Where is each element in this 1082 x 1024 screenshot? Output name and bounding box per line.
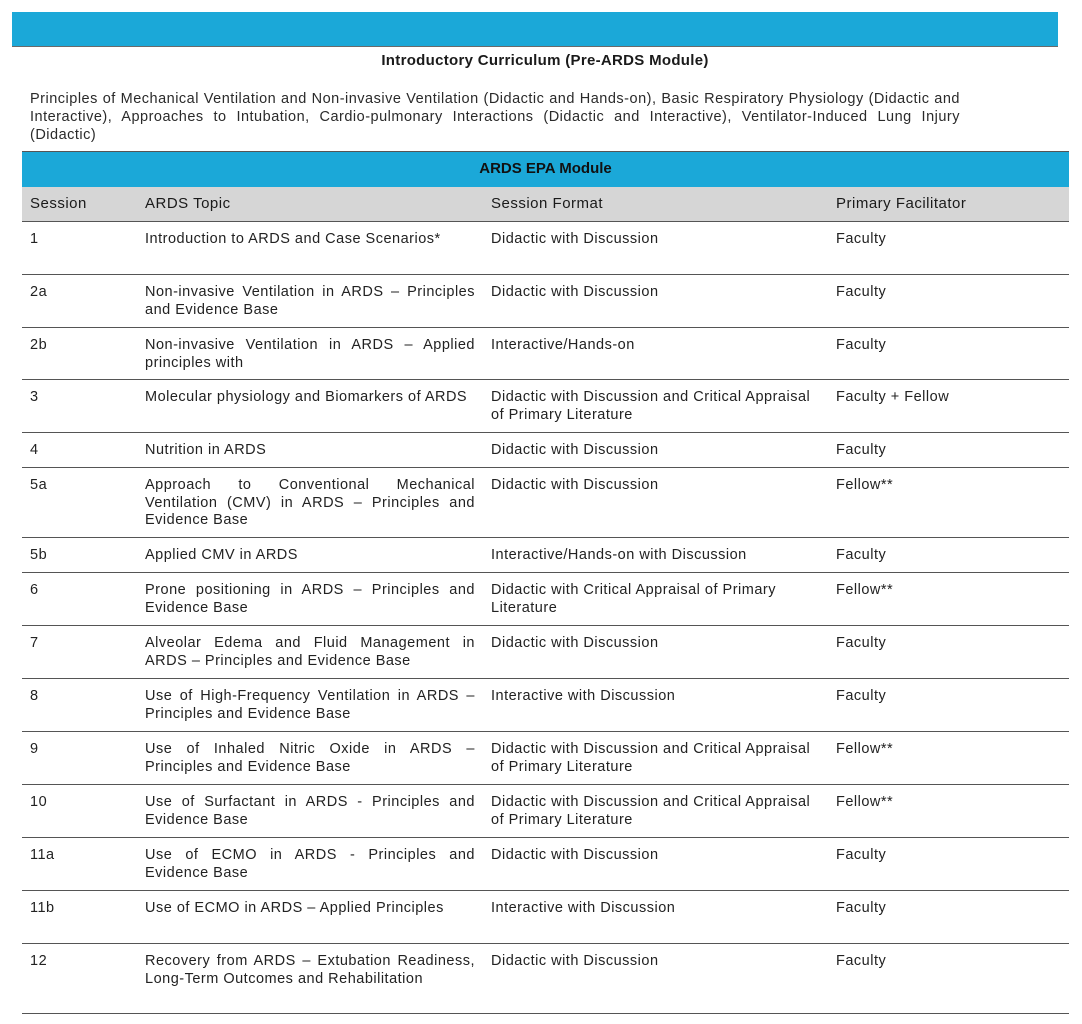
cell-session: 9: [30, 741, 39, 757]
intro-title: Introductory Curriculum (Pre-ARDS Module): [381, 52, 709, 69]
cell-topic: Approach to Conventional Mechanical Ventilation (CMV) in ARDS – Principles and Evidence Base: [145, 477, 475, 528]
cell-topic: Non-invasive Ventilation in ARDS – Principles and Evidence Base: [145, 284, 475, 318]
cell-session: 11b: [30, 900, 55, 916]
table-row: [22, 785, 1069, 838]
cell-facilitator: Fellow**: [836, 582, 894, 598]
cell-facilitator: Faculty: [836, 847, 887, 863]
table-row: [22, 944, 1069, 1014]
cell-format: Interactive with Discussion: [491, 900, 676, 916]
table-row: [22, 626, 1069, 679]
cell-topic: Use of High-Frequency Ventilation in ARDS – Principles and Evidence Base: [145, 688, 475, 722]
session-table-body: [22, 222, 1069, 1014]
cell-format: Didactic with Discussion: [491, 477, 659, 493]
cell-topic: Use of Inhaled Nitric Oxide in ARDS – Principles and Evidence Base: [145, 741, 475, 775]
cell-format: Didactic with Discussion and Critical Appraisal of Primary Literature: [491, 794, 811, 828]
table-row: [22, 538, 1069, 573]
header-topic: ARDS Topic: [145, 195, 231, 212]
table-row: [22, 275, 1069, 328]
table-row: [22, 732, 1069, 785]
divider: [12, 46, 1058, 47]
cell-format: Didactic with Discussion and Critical Appraisal of Primary Literature: [491, 389, 811, 423]
intro-description: Principles of Mechanical Ventilation and Non-invasive Ventilation (Didactic and Hands-on), Basic Respiratory Physiology (Didactic and Interactive), Approaches to Intubation, Cardio-pulmonary Interactions (Didactic and Interactive), Ventilator-Induced Lung Injury (Didactic): [30, 91, 960, 143]
cell-session: 8: [30, 688, 39, 704]
cell-topic: Applied CMV in ARDS: [145, 547, 298, 563]
cell-format: Interactive with Discussion: [491, 688, 676, 704]
cell-format: Didactic with Discussion: [491, 284, 659, 300]
cell-topic: Use of ECMO in ARDS – Applied Principles: [145, 900, 444, 916]
cell-session: 5a: [30, 477, 48, 493]
top-accent-bar: [12, 12, 1058, 46]
table-row: [22, 573, 1069, 626]
cell-topic: Use of Surfactant in ARDS - Principles and Evidence Base: [145, 794, 475, 828]
cell-session: 3: [30, 389, 39, 405]
cell-session: 2b: [30, 337, 48, 353]
cell-format: Didactic with Discussion: [491, 231, 659, 247]
cell-topic: Non-invasive Ventilation in ARDS – Applied principles with: [145, 337, 475, 371]
header-facilitator: Primary Facilitator: [836, 195, 967, 212]
cell-facilitator: Faculty: [836, 688, 887, 704]
cell-format: Interactive/Hands-on with Discussion: [491, 547, 747, 563]
cell-topic: Use of ECMO in ARDS - Principles and Evidence Base: [145, 847, 475, 881]
cell-topic: Molecular physiology and Biomarkers of ARDS: [145, 389, 468, 405]
cell-format: Didactic with Discussion and Critical Appraisal of Primary Literature: [491, 741, 811, 775]
cell-topic: Recovery from ARDS – Extubation Readiness, Long-Term Outcomes and Rehabilitation: [145, 953, 475, 987]
cell-facilitator: Fellow**: [836, 741, 894, 757]
cell-facilitator: Faculty: [836, 953, 887, 969]
table-row: [22, 328, 1069, 380]
cell-session: 1: [30, 231, 39, 247]
cell-topic: Prone positioning in ARDS – Principles and Evidence Base: [145, 582, 475, 616]
cell-session: 2a: [30, 284, 48, 300]
cell-topic: Introduction to ARDS and Case Scenarios*: [145, 231, 441, 247]
cell-facilitator: Fellow**: [836, 477, 894, 493]
cell-format: Didactic with Discussion: [491, 442, 659, 458]
cell-format: Didactic with Critical Appraisal of Primary Literature: [491, 582, 776, 616]
cell-facilitator: Faculty: [836, 547, 887, 563]
table-row: [22, 222, 1069, 275]
cell-facilitator: Faculty: [836, 231, 887, 247]
table-row: [22, 380, 1069, 433]
cell-topic: Alveolar Edema and Fluid Management in ARDS – Principles and Evidence Base: [145, 635, 475, 669]
table-row: [22, 468, 1069, 538]
cell-format: Didactic with Discussion: [491, 635, 659, 651]
cell-facilitator: Fellow**: [836, 794, 894, 810]
cell-session: 6: [30, 582, 39, 598]
header-format: Session Format: [491, 195, 604, 212]
cell-session: 5b: [30, 547, 48, 563]
table-row: [22, 891, 1069, 944]
cell-facilitator: Faculty: [836, 284, 887, 300]
cell-session: 7: [30, 635, 39, 651]
cell-format: Interactive/Hands-on: [491, 337, 635, 353]
header-session: Session: [30, 195, 87, 212]
cell-facilitator: Faculty: [836, 442, 887, 458]
cell-session: 10: [30, 794, 48, 810]
cell-facilitator: Faculty: [836, 337, 887, 353]
table-header-row: [22, 187, 1069, 222]
cell-format: Didactic with Discussion: [491, 847, 659, 863]
module-title: ARDS EPA Module: [22, 151, 1069, 187]
cell-topic: Nutrition in ARDS: [145, 442, 267, 458]
cell-session: 11a: [30, 847, 55, 863]
table-row: [22, 838, 1069, 891]
cell-facilitator: Faculty: [836, 635, 887, 651]
table-row: [22, 433, 1069, 468]
cell-session: 4: [30, 442, 39, 458]
table-row: [22, 679, 1069, 732]
cell-facilitator: Faculty: [836, 900, 887, 916]
cell-session: 12: [30, 953, 48, 969]
cell-format: Didactic with Discussion: [491, 953, 659, 969]
cell-facilitator: Faculty + Fellow: [836, 389, 950, 405]
